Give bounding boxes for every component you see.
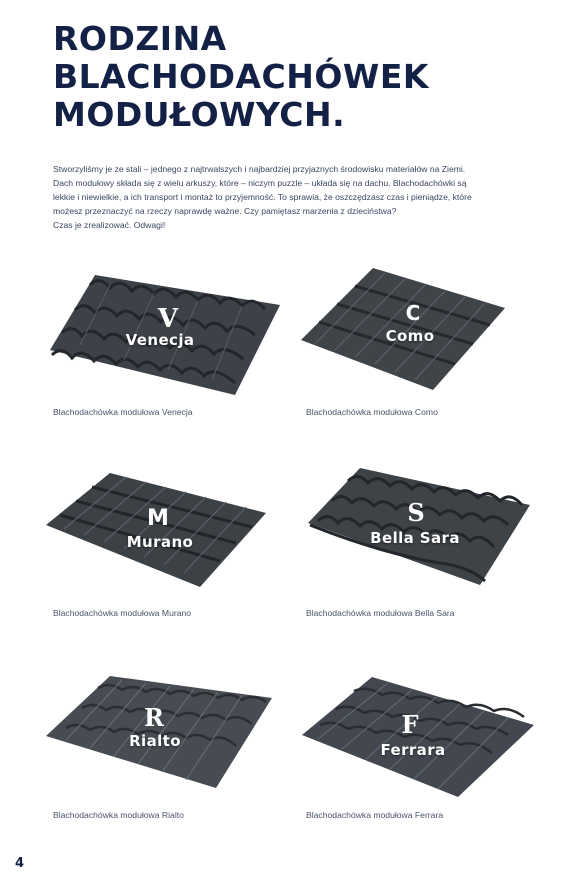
product-brand-label: Como <box>385 327 435 345</box>
product-brand-label: Bella Sara <box>370 529 460 547</box>
product-caption: Blachodachówka modułowa Venecja <box>53 407 193 417</box>
product-card-como <box>295 262 540 422</box>
intro-line: możesz przeznaczyć na rzeczy naprawdę ważne. Czy pamiętasz marzenia z dzieciństwa? <box>53 206 397 216</box>
intro-line: Czas je zrealizować. Odwagi! <box>53 220 166 230</box>
intro-paragraph <box>53 162 533 232</box>
como-logo-icon: C <box>405 301 421 325</box>
ferrara-logo-icon: F <box>401 710 419 739</box>
product-caption: Blachodachówka modułowa Rialto <box>53 810 184 820</box>
product-brand-label: Venecja <box>125 331 195 349</box>
roof-tile-image <box>300 463 540 588</box>
page-title-line: MODUŁOWYCH. <box>53 95 346 134</box>
roof-tile-image <box>298 673 538 798</box>
product-card-rialto <box>40 668 285 828</box>
page-title-line: RODZINA <box>53 19 227 58</box>
venecja-logo-icon: V <box>157 304 179 334</box>
product-card-venecja <box>40 255 285 415</box>
product-card-murano <box>40 465 285 625</box>
page-number: 4 <box>15 856 25 871</box>
product-brand-label: Ferrara <box>380 741 446 759</box>
product-caption: Blachodachówka modułowa Como <box>306 407 438 417</box>
intro-line: lekkie i niewielkie, a ich transport i montaż to przyjemność. To sprawia, że oszczędzasz czas i pieniądze, które <box>53 192 472 202</box>
product-caption: Blachodachówka modułowa Ferrara <box>306 810 444 820</box>
product-brand-label: Murano <box>126 533 194 551</box>
page-title <box>53 20 429 134</box>
page-title-line: BLACHODACHÓWEK <box>53 57 429 96</box>
product-card-bella-sara <box>300 463 545 623</box>
bella-sara-logo-icon: S <box>407 498 425 527</box>
product-card-ferrara <box>298 673 543 833</box>
rialto-logo-icon: R <box>144 703 164 732</box>
roof-tile-image <box>40 465 280 595</box>
product-caption: Blachodachówka modułowa Bella Sara <box>306 608 455 618</box>
intro-line: Dach modułowy składa się z wielu arkuszy, które – niczym puzzle – układa się na dachu. Blachodachówki są <box>53 178 467 188</box>
intro-line: Stworzyliśmy je ze stali – jednego z najtrwalszych i najbardziej przyjaznych środowisku materiałów na Ziemi. <box>53 164 466 174</box>
product-caption: Blachodachówka modułowa Murano <box>53 608 192 618</box>
product-brand-label: Rialto <box>129 732 181 750</box>
roof-tile-image <box>40 668 280 793</box>
murano-logo-icon: M <box>147 506 169 531</box>
